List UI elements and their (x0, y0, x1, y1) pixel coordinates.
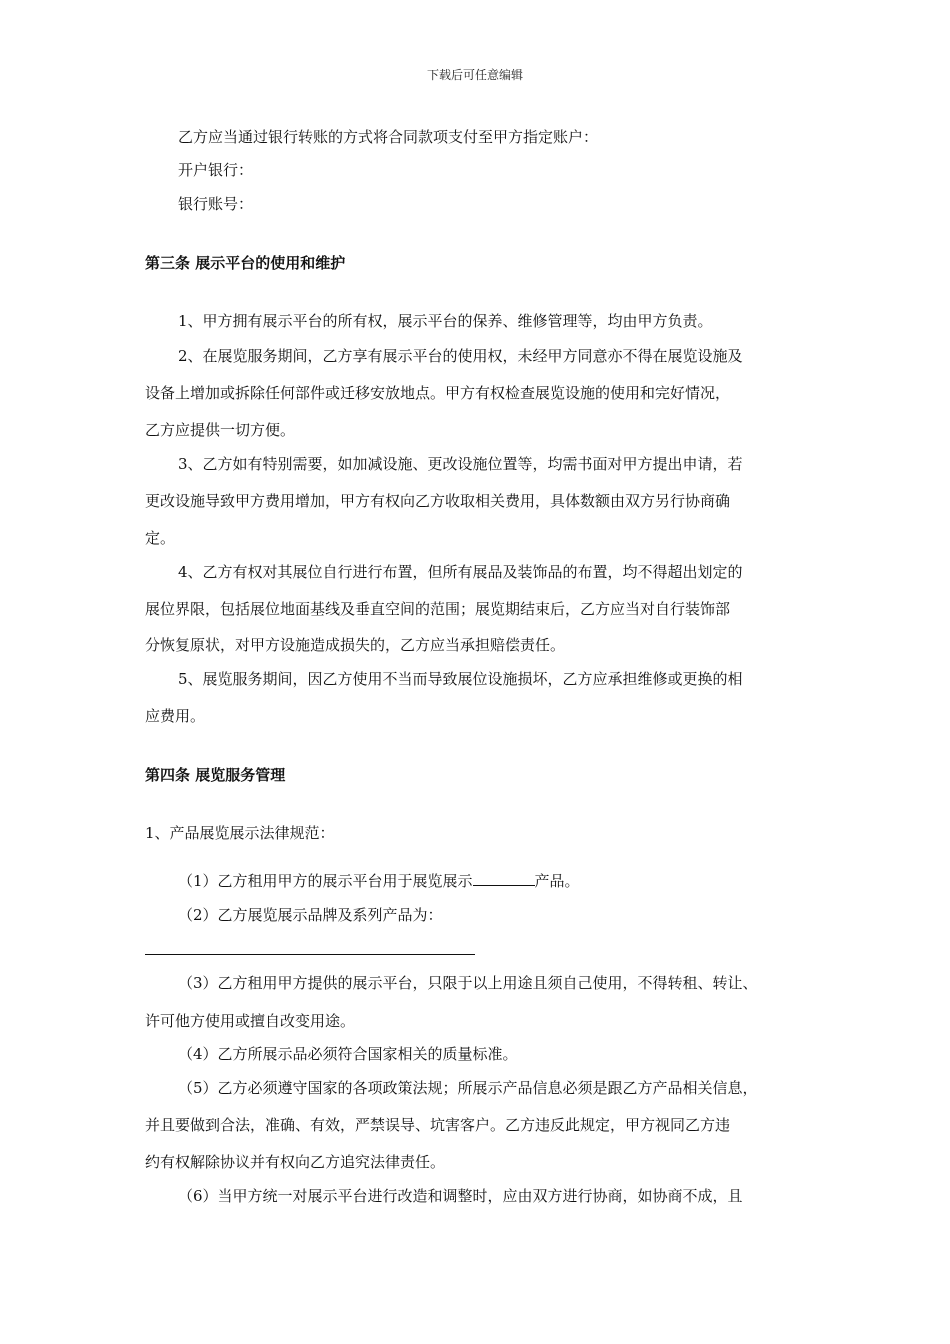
article3-paragraph-cont: 更改设施导致甲方费用增加，甲方有权向乙方收取相关费用，具体数额由双方另行协商确 (145, 492, 731, 510)
fill-in-line (145, 954, 475, 955)
article3-paragraph: 4、乙方有权对其展位自行进行布置，但所有展品及装饰品的布置，均不得超出划定的 (178, 563, 743, 581)
article4-item: （6）当甲方统一对展示平台进行改造和调整时，应由双方进行协商，如协商不成，且 (178, 1187, 743, 1205)
article3-paragraph-cont: 应费用。 (145, 707, 206, 725)
article3-paragraph-cont: 定。 (145, 529, 176, 547)
item-text: 产品。 (534, 872, 580, 890)
article3-paragraph-cont: 展位界限，包括展位地面基线及垂直空间的范围；展览期结束后，乙方应当对自行装饰部 (145, 600, 731, 618)
fill-in-blank (473, 871, 535, 886)
article3-paragraph: 3、乙方如有特别需要，如加减设施、更改设施位置等，均需书面对甲方提出申请，若 (178, 455, 743, 473)
bank-account-line: 银行账号： (178, 195, 254, 213)
page-header-note: 下载后可任意编辑 (426, 68, 523, 82)
payment-intro: 乙方应当通过银行转账的方式将合同款项支付至甲方指定账户： (178, 128, 599, 146)
bank-name-line: 开户银行： (178, 161, 254, 179)
article3-paragraph: 5、展览服务期间，因乙方使用不当而导致展位设施损坏，乙方应承担维修或更换的相 (178, 670, 743, 688)
article3-paragraph-cont: 分恢复原状，对甲方设施造成损失的，乙方应当承担赔偿责任。 (145, 636, 566, 654)
article3-paragraph: 1、甲方拥有展示平台的所有权，展示平台的保养、维修管理等，均由甲方负责。 (178, 312, 713, 330)
article4-item (178, 871, 858, 891)
article3-heading: 第三条 展示平台的使用和维护 (145, 254, 346, 272)
article4-item: （3）乙方租用甲方提供的展示平台，只限于以上用途且须自己使用，不得转租、转让、 (178, 974, 758, 992)
article4-heading: 第四条 展览服务管理 (145, 766, 286, 784)
article3-paragraph-cont: 设备上增加或拆除任何部件或迁移安放地点。甲方有权检查展览设施的使用和完好情况， (145, 384, 731, 402)
article4-item-cont: 许可他方使用或擅自改变用途。 (145, 1012, 356, 1030)
article3-paragraph: 2、在展览服务期间，乙方享有展示平台的使用权，未经甲方同意亦不得在展览设施及 (178, 347, 743, 365)
article4-item: （2）乙方展览展示品牌及系列产品为： (178, 906, 443, 924)
article4-item-cont: 约有权解除协议并有权向乙方追究法律责任。 (145, 1153, 446, 1171)
item-text: （1）乙方租用甲方的展示平台用于展览展示 (178, 872, 473, 890)
article4-section: 1、产品展览展示法律规范： (145, 824, 335, 842)
article4-item: （5）乙方必须遵守国家的各项政策法规；所展示产品信息必须是跟乙方产品相关信息， (178, 1079, 758, 1097)
article4-item: （4）乙方所展示品必须符合国家相关的质量标准。 (178, 1045, 518, 1063)
article4-item-cont: 并且要做到合法，准确、有效，严禁误导、坑害客户。乙方违反此规定，甲方视同乙方违 (145, 1116, 731, 1134)
article3-paragraph-cont: 乙方应提供一切方便。 (145, 421, 296, 439)
